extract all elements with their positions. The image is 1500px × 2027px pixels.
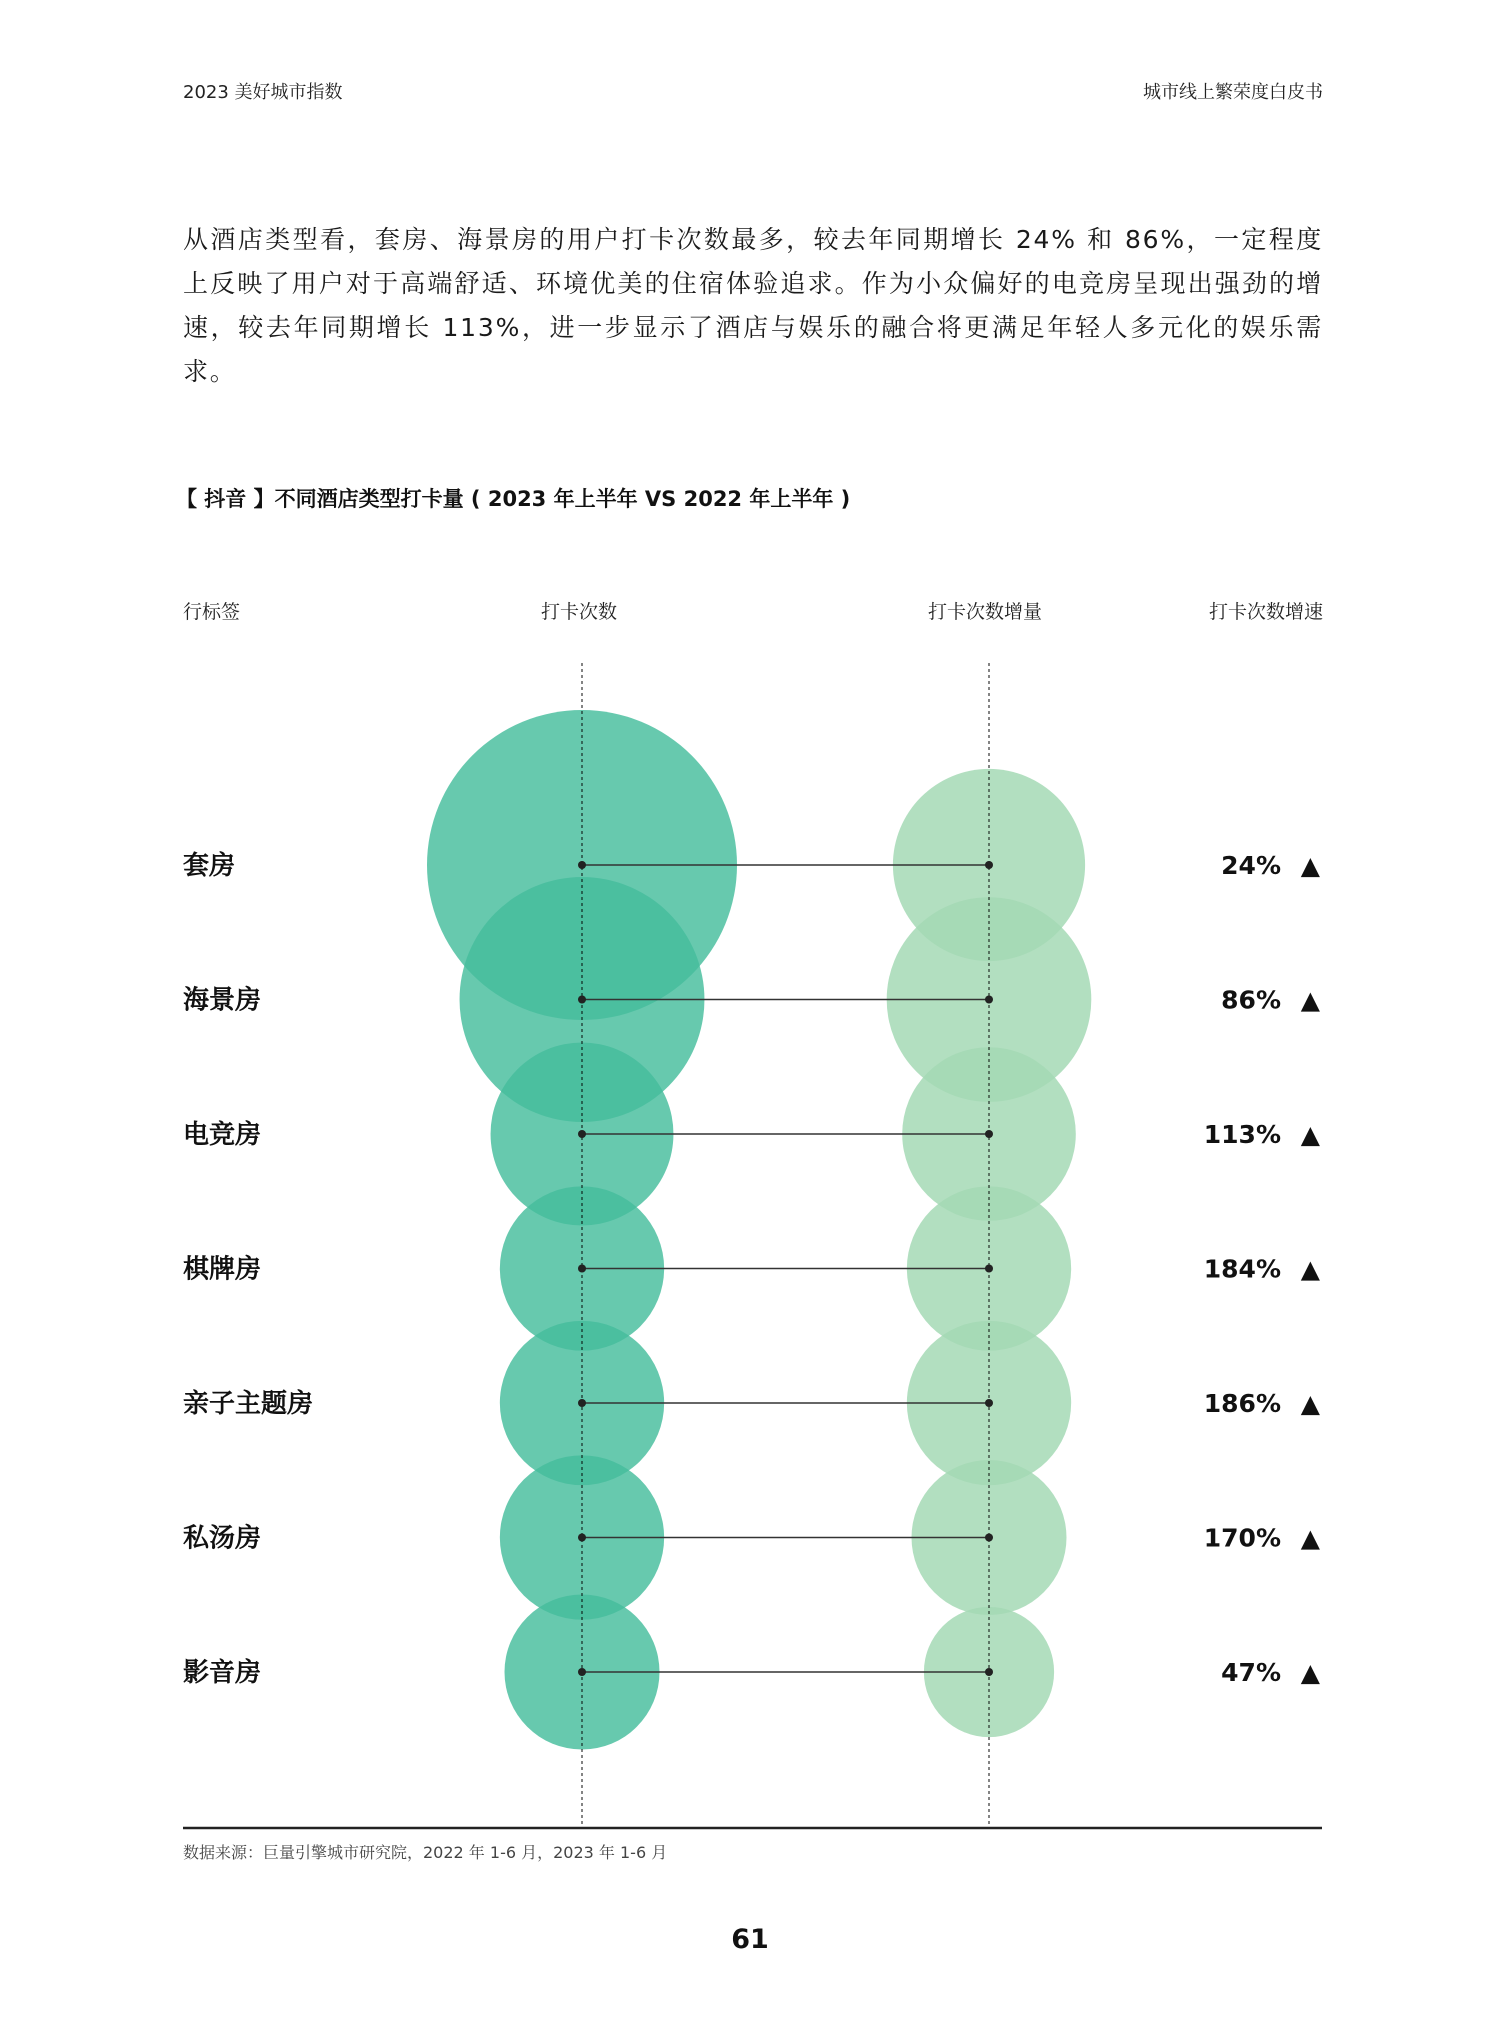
connector-dot	[985, 1265, 993, 1273]
connector-dot	[985, 861, 993, 869]
growth-label: 184%	[1203, 1254, 1281, 1284]
connector-dot	[578, 1265, 586, 1273]
page-number: 61	[731, 1924, 769, 1955]
connector-dot	[985, 996, 993, 1004]
column-header-label: 行标签	[183, 601, 241, 623]
connector-dot	[578, 996, 586, 1004]
growth-label: 170%	[1203, 1523, 1281, 1553]
series-increase-bubbles	[887, 769, 1092, 1737]
growth-label: 86%	[1221, 985, 1281, 1015]
category-label: 电竞房	[183, 1120, 262, 1150]
header-left: 2023 美好城市指数	[183, 82, 343, 103]
growth-label: 186%	[1203, 1389, 1281, 1418]
body-paragraph: 从酒店类型看，套房、海景房的用户打卡次数最多，较去年同期增长 24% 和 86%，一定程度上反映了用户对于高端舒适、环境优美的住宿体验追求。作为小众偏好的电竞房呈现出强劲的增速，较去年同期增长 113%，进一步显示了酒店与娱乐的融合将更满足年轻人多元化的娱乐需求。	[183, 225, 1323, 386]
up-triangle-icon: ▲	[1300, 1120, 1320, 1149]
connector-dot	[985, 1668, 993, 1676]
chart-title: 【 抖音 】不同酒店类型打卡量 ( 2023 年上半年 VS 2022 年上半年 )	[176, 487, 851, 511]
connector-dot	[985, 1130, 993, 1138]
category-label: 套房	[183, 851, 236, 881]
connector-dot	[578, 1534, 586, 1542]
up-triangle-icon: ▲	[1300, 1658, 1320, 1687]
up-triangle-icon: ▲	[1300, 1523, 1320, 1553]
header-right: 城市线上繁荣度白皮书	[1143, 82, 1323, 103]
connector-dot	[985, 1399, 993, 1407]
connector-dot	[578, 1668, 586, 1676]
growth-label: 113%	[1203, 1120, 1281, 1149]
data-source: 数据来源：巨量引擎城市研究院，2022 年 1-6 月，2023 年 1-6 月	[183, 1843, 668, 1862]
category-label: 影音房	[183, 1658, 262, 1688]
connector-dot	[578, 1130, 586, 1138]
connector-dot	[578, 861, 586, 869]
up-triangle-icon: ▲	[1300, 1254, 1320, 1284]
category-label: 棋牌房	[183, 1254, 262, 1285]
column-header-increase: 打卡次数增量	[928, 601, 1043, 623]
category-label: 亲子主题房	[183, 1389, 314, 1419]
column-header-growth: 打卡次数增速	[1208, 601, 1323, 623]
growth-label: 24%	[1221, 851, 1281, 880]
connector-dot	[578, 1399, 586, 1407]
up-triangle-icon: ▲	[1300, 1389, 1320, 1418]
growth-label: 47%	[1221, 1658, 1281, 1687]
category-label: 海景房	[183, 985, 262, 1016]
category-label: 私汤房	[183, 1523, 262, 1554]
up-triangle-icon: ▲	[1300, 985, 1320, 1015]
column-header-count: 打卡次数	[541, 601, 618, 623]
connector-dot	[985, 1534, 993, 1542]
up-triangle-icon: ▲	[1300, 851, 1320, 880]
